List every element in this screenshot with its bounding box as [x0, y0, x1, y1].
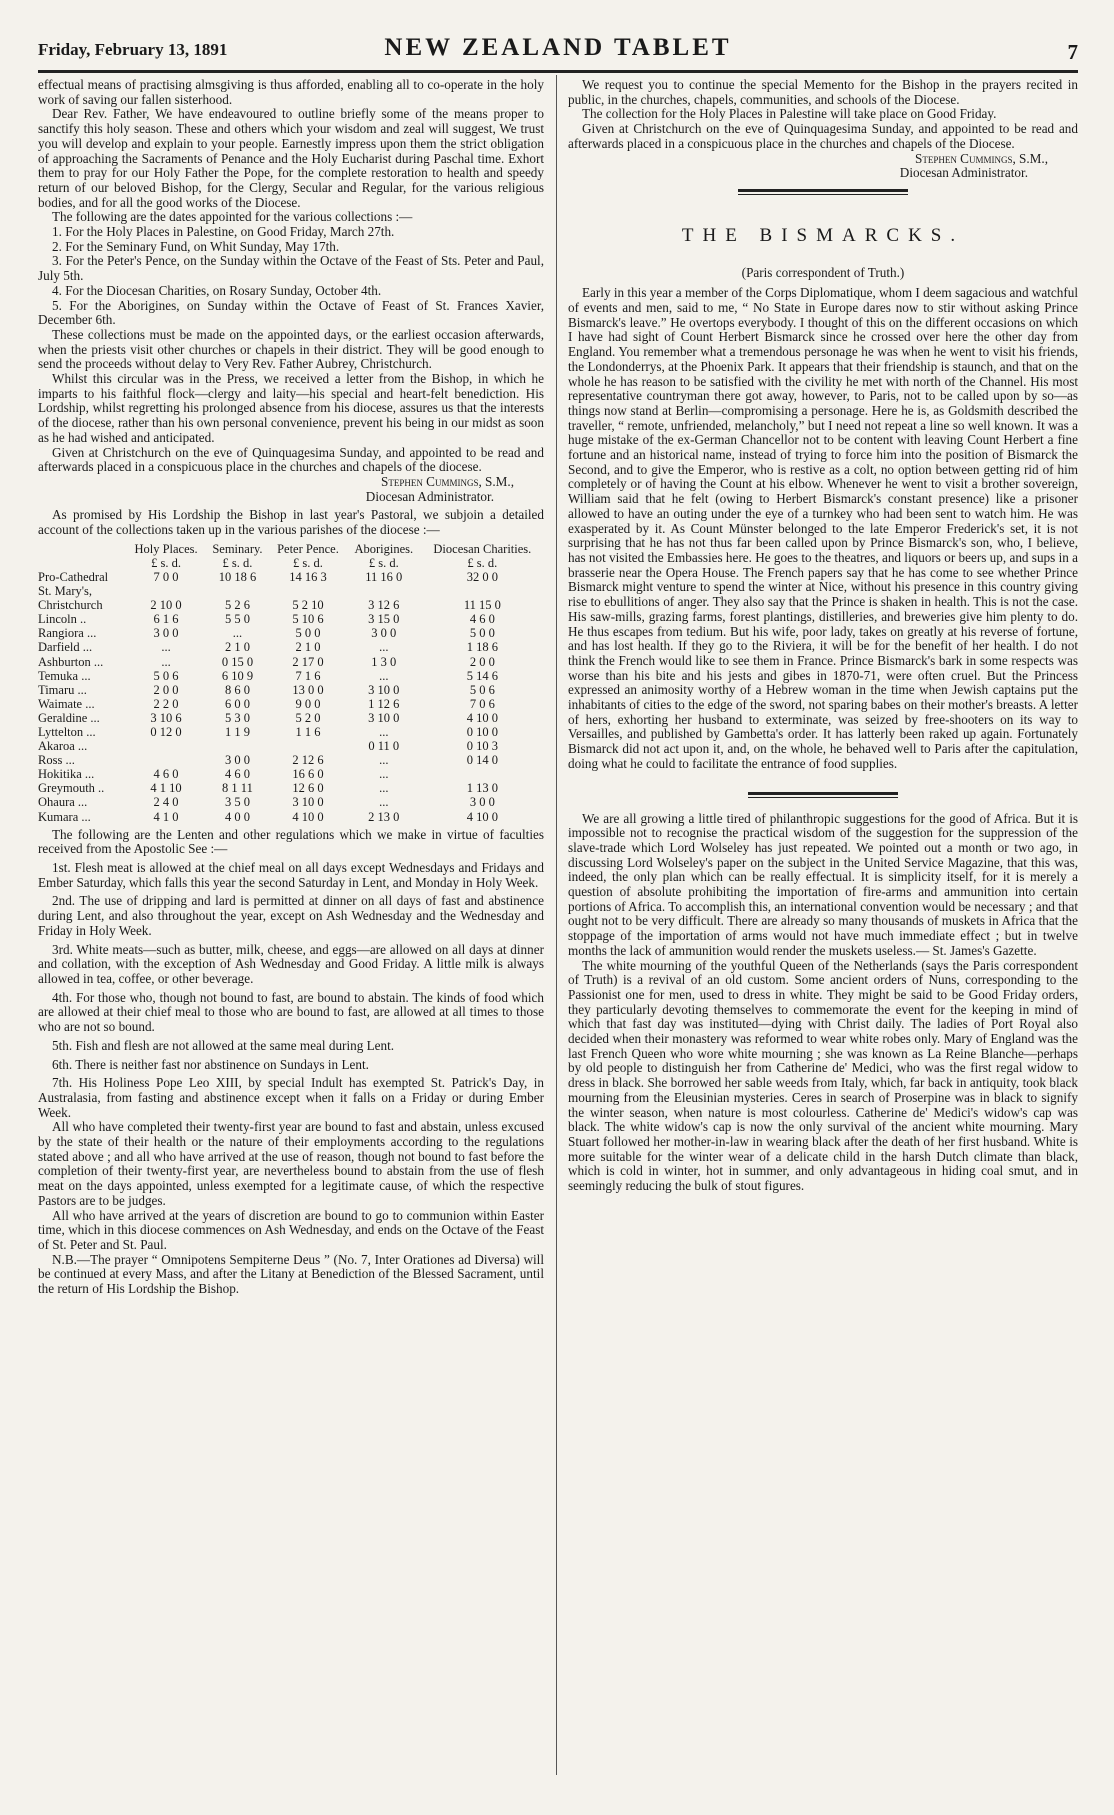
table-row	[38, 795, 544, 809]
parish-name: Darfield ...	[38, 640, 93, 655]
paragraph: Given at Christchurch on the eve of Quinquagesima Sunday, and appointed to be read and afterwards placed in a conspicuous place in the churches and chapels of the Diocese.	[568, 121, 1078, 151]
amount-cell: 13 0 0	[292, 682, 324, 697]
right-column	[568, 78, 1078, 1194]
amount-cell: 8 6 0	[224, 682, 250, 697]
paragraph: 2nd. The use of dripping and lard is permitted at dinner on all days of fast and abstinence during Lent, and also throughout the year, except on Ash Wednesday and the Wednesday and Friday in Holy Week.	[38, 893, 544, 938]
amount-cell	[126, 739, 206, 753]
paragraph: The following are the Lenten and other regulations which we make in virtue of faculties received from the Apostolic See :—	[38, 826, 544, 857]
amount-cell	[126, 753, 206, 767]
table-row	[38, 739, 544, 753]
parish-name: Rangiora ...	[38, 626, 97, 641]
paragraph: 5th. Fish and flesh are not allowed at the same meal during Lent.	[52, 1037, 395, 1053]
parish-name: Hokitika ...	[38, 767, 95, 782]
amount-cell: 3 5 0	[224, 795, 250, 810]
parish-name: Akaroa ...	[38, 739, 88, 754]
paragraph: Given at Christchurch on the eve of Quinquagesima Sunday, and appointed to be read and afterwards placed in a conspicuous place in the churches and chapels of the diocese.	[38, 444, 544, 475]
amount-cell: 0 11 0	[368, 739, 400, 754]
amount-cell: 4 6 0	[469, 612, 495, 627]
table-row	[38, 598, 544, 612]
amount-cell: 12 6 0	[292, 781, 324, 796]
parish-name: Waimate ...	[38, 696, 95, 711]
parish-name: Temuka ...	[38, 668, 91, 683]
amount-cell: 2 10 0	[150, 598, 182, 613]
table-units-row	[38, 556, 544, 570]
article-heading: THE BISMARCKS.	[681, 224, 965, 246]
parish-name: Lyttelton ...	[38, 725, 96, 740]
paragraph: 6th. There is neither fast nor abstinence on Sundays in Lent.	[52, 1056, 369, 1072]
amount-cell: 5 2 10	[292, 598, 324, 613]
paragraph: Whilst this circular was in the Press, we received a letter from the Bishop, in which he imparts to his faithful flock—clergy and laity—his special and heart-felt benediction. His Lordship, whilst regretting his prolonged absence from his diocese, assures us that the interests of the diocese, rather than his own personal convenience, prevent his being in our midst as soon as he had wished and anticipated.	[38, 371, 544, 445]
paragraph: N.B.—The prayer “ Omnipotens Sempiterne Deus ” (No. 7, Inter Orationes ad Diversa) will be continued at every Mass, and after the Litany at Benediction of the Blessed Sacrament, until the return of His Lordship the Bishop.	[38, 1251, 544, 1297]
paragraph: 5. For the Aborigines, on Sunday within the Octave of Feast of St. Frances Xavier, December 6th.	[38, 297, 544, 328]
amount-cell	[421, 584, 544, 598]
amount-cell: ...	[379, 767, 389, 782]
amount-cell: 4 6 0	[224, 767, 250, 782]
parish-name: Pro-Cathedral	[38, 569, 109, 584]
parish-name: Lincoln ..	[38, 612, 87, 627]
amount-cell: 5 5 0	[224, 612, 250, 627]
amount-cell: 3 10 6	[150, 710, 182, 725]
article-source: (Paris correspondent of Truth.)	[741, 264, 905, 280]
amount-cell: 4 6 0	[153, 767, 179, 782]
amount-cell: 4 1 0	[153, 809, 179, 824]
paragraph: 1. For the Holy Places in Palestine, on Good Friday, March 27th.	[52, 224, 395, 240]
amount-cell: 1 13 0	[466, 781, 498, 796]
amount-cell: 4 10 0	[292, 809, 324, 824]
table-unit: £ s. d.	[151, 555, 181, 570]
table-unit: £ s. d.	[222, 555, 253, 570]
table-row	[38, 767, 544, 781]
amount-cell: ...	[379, 725, 389, 740]
amount-cell: 1 12 6	[368, 696, 400, 711]
table-row	[38, 697, 544, 711]
amount-cell: ...	[379, 781, 389, 796]
amount-cell: ...	[379, 753, 389, 768]
table-unit	[38, 556, 126, 570]
table-header: Aborigines.	[354, 541, 414, 556]
issue-date: Friday, February 13, 1891	[38, 40, 228, 59]
table-row	[38, 570, 544, 584]
amount-cell: 2 12 6	[292, 753, 324, 768]
table-row	[38, 711, 544, 725]
amount-cell	[269, 584, 347, 598]
amount-cell: 4 1 10	[150, 781, 182, 796]
table-header: Diocesan Charities.	[433, 541, 532, 556]
paragraph: We are all growing a little tired of philanthropic suggestions for the good of Africa. But it is impossible not to recognise the practical wisdom of the suggestion for the suppression of the slave-trade which Lord Wolseley has just repeated. We pointed out a month or two ago, in discussing Lord Wolseley's paper on the subject in the United Service Magazine, that this was, indeed, the only plan which can be really effectual. It is simplicity itself, for it is merely a question of absolute prohibiting the importation of fire-arms and ammunition into certain portions of Africa. To accomplish this, an international convention would be necessary ; and that ought not to be very difficult. There are already so many thousands of muskets in Africa that the stoppage of the importation of arms would not have much immediate effect ; but in twelve months the lack of ammunition would render the muskets useless.— St. James's Gazette.	[568, 810, 1078, 958]
paragraph: All who have completed their twenty-first year are bound to fast and abstain, unless excused by the state of their health or the nature of their employments according to the regulations stated above ; and all who have arrived at the use of reason, though not bound to fast before the completion of their twenty-first year, are nevertheless bound to abstain from the use of flesh meat on the days appointed, unless exempted for a legitimate cause, of which the respective Pastors are to be judges.	[38, 1119, 544, 1208]
amount-cell: 1 18 6	[466, 640, 498, 655]
amount-cell: 2 1 0	[224, 640, 250, 655]
table-unit: £ s. d.	[467, 555, 498, 570]
amount-cell: 3 0 0	[224, 753, 250, 768]
paragraph: effectual means of practising almsgiving is thus afforded, enabling all to co-operate in the holy work of saving our fallen sisterhood.	[38, 77, 544, 107]
signature-name: Stephen Cummings, S.M.,	[915, 150, 1048, 166]
amount-cell	[421, 767, 544, 781]
amount-cell: 3 12 6	[368, 598, 400, 613]
paragraph: 2. For the Seminary Fund, on Whit Sunday, May 17th.	[52, 238, 340, 254]
table-row	[38, 640, 544, 654]
amount-cell: 3 10 0	[368, 710, 400, 725]
amount-cell: 4 10 0	[466, 809, 498, 824]
masthead-rule	[38, 70, 1078, 73]
amount-cell: 0 10 0	[466, 725, 498, 740]
table-row	[38, 810, 544, 824]
amount-cell: 2 13 0	[368, 809, 400, 824]
amount-cell: 9 0 0	[295, 696, 321, 711]
paragraph: 4. For the Diocesan Charities, on Rosary Sunday, October 4th.	[52, 282, 382, 298]
amount-cell: 1 3 0	[371, 654, 397, 669]
amount-cell	[206, 584, 269, 598]
parish-name: Timaru ...	[38, 682, 87, 697]
table-row	[38, 669, 544, 683]
amount-cell: 5 2 0	[295, 710, 321, 725]
amount-cell: 2 17 0	[292, 654, 324, 669]
parish-name: Ross ...	[38, 753, 75, 768]
amount-cell: 4 0 0	[224, 809, 250, 824]
amount-cell: ...	[379, 668, 389, 683]
table-header: Peter Pence.	[277, 541, 339, 556]
amount-cell: 5 0 0	[295, 626, 321, 641]
parish-name: Kumara ...	[38, 809, 91, 824]
table-header-row	[38, 542, 544, 556]
page-number: 7	[1067, 40, 1078, 64]
amount-cell: 11 16 0	[365, 569, 403, 584]
paragraph: As promised by His Lordship the Bishop in last year's Pastoral, we subjoin a detailed account of the collections taken up in the various parishes of the diocese :—	[38, 507, 544, 538]
amount-cell: 3 10 0	[292, 795, 324, 810]
table-unit: £ s. d.	[368, 555, 399, 570]
amount-cell: 14 16 3	[289, 569, 327, 584]
amount-cell: 0 14 0	[466, 753, 498, 768]
parish-name: Greymouth ..	[38, 781, 105, 796]
paragraph: 4th. For those who, though not bound to fast, are bound to abstain. The kinds of food which are allowed at their chief meal to those who are bound to fast, are allowed at all times to those who are not so bound.	[38, 989, 544, 1035]
paragraph: 1st. Flesh meat is allowed at the chief meal on all days except Wednesdays and Fridays and Ember Saturday, which falls this year the second Saturday in Lent, and Monday in Holy Week.	[38, 860, 544, 890]
table-row	[38, 781, 544, 795]
amount-cell: 5 3 0	[224, 710, 250, 725]
amount-cell: 2 2 0	[153, 696, 179, 711]
amount-cell: 5 10 6	[292, 612, 324, 627]
amount-cell: 3 0 0	[469, 795, 495, 810]
amount-cell: ...	[161, 654, 171, 669]
table-row	[38, 683, 544, 697]
amount-cell: 4 10 0	[466, 710, 498, 725]
amount-cell: 7 1 6	[295, 668, 321, 683]
paragraph: 3. For the Peter's Pence, on the Sunday within the Octave of the Feast of Sts. Peter and Paul, July 5th.	[38, 253, 544, 284]
section-divider	[748, 792, 898, 798]
parish-name: St. Mary's,	[38, 584, 92, 599]
paragraph: These collections must be made on the appointed days, or the earliest occasion afterwards, when the priests visit other churches or chapels in their district. They will be good enough to send the proceeds without delay to Very Rev. Father Aubrey, Christchurch.	[38, 326, 544, 372]
amount-cell: ...	[379, 795, 389, 810]
amount-cell: 11 15 0	[463, 598, 501, 613]
table-header: Seminary.	[212, 541, 263, 556]
amount-cell: ...	[232, 626, 243, 641]
amount-cell: 6 1 6	[153, 612, 179, 627]
amount-cell: 32 0 0	[466, 569, 498, 584]
amount-cell: 8 1 11	[222, 781, 253, 796]
paragraph: We request you to continue the special Memento for the Bishop in the prayers recited in public, in the churches, chapels, communities, and schools of the Diocese.	[568, 77, 1078, 107]
paragraph: The following are the dates appointed for the various collections :—	[52, 209, 413, 225]
amount-cell: 2 4 0	[153, 795, 179, 810]
amount-cell: 3 10 0	[368, 682, 400, 697]
paragraph: 7th. His Holiness Pope Leo XIII, by special Indult has exempted St. Patrick's Day, in Australasia, from fasting and abstinence except when it falls on a Friday or during Ember Week.	[38, 1075, 544, 1120]
parish-name: Christchurch	[38, 598, 103, 613]
table-unit: £ s. d.	[293, 555, 323, 570]
amount-cell: 0 10 3	[466, 739, 498, 754]
table-row	[38, 655, 544, 669]
parish-name: Geraldine ...	[38, 710, 100, 725]
amount-cell: ...	[161, 640, 171, 655]
amount-cell: 5 0 6	[153, 668, 179, 683]
amount-cell: 16 6 0	[292, 767, 324, 782]
amount-cell: 0 12 0	[150, 725, 182, 740]
paragraph: The white mourning of the youthful Queen of the Netherlands (says the Paris correspondent of Truth) is a revival of an old custom. Some ancient orders of Nuns, corresponding to the Passionist one for men, used to dress in white. They might be said to be Good Friday orders, they particularly devoting themselves to commemorate the event for the keeping in mind of which that fast day was instituted—dying with Christ daily. The ladies of Port Royal also decided when their monastery was reformed to wear white robes only. Mary of England was the last French Queen who wore white mourning ; she was known as La Reine Blanche—perhaps by old people to distinguish her from Catherine de' Medici, who was the first regal widow to dress in black. She borrowed her sable weeds from Italy, which, far back in antiquity, took black mourning from the Eleusinian mysteries. Ceres in search of Proserpine was in black to signify the winter season, when nature is most colourless. Catherine de' Medici's widow's cap was black. The white widow's cap is now the only survival of the ancient white mourning. Mary Stuart followed her mother-in-law in wearing black after the death of her first husband. White is more suitable for the winter wear of a delicate child in the harsh Dutch climate than black, which is cold in winter, hot in summer, and only advantageous in hiding coal smut, and in seemingly reducing the bulk of stout figures.	[568, 957, 1078, 1194]
amount-cell: 1 1 6	[295, 725, 321, 740]
amount-cell: 2 1 0	[295, 640, 321, 655]
amount-cell: 2 0 0	[469, 654, 495, 669]
collections-table	[38, 542, 544, 824]
amount-cell: 5 0 6	[469, 682, 495, 697]
paragraph: All who have arrived at the years of discretion are bound to go to communion within Easter time, which in this diocese commences on Ash Wednesday, and ends on the Octave of the Feast of St. Peter and St. Paul.	[38, 1207, 544, 1252]
signature-name: Stephen Cummings, S.M.,	[381, 473, 514, 489]
table-body	[38, 570, 544, 824]
amount-cell: 6 0 0	[224, 696, 250, 711]
amount-cell	[269, 739, 347, 753]
section-divider	[738, 189, 908, 195]
amount-cell: 2 0 0	[153, 682, 179, 697]
table-row	[38, 725, 544, 739]
amount-cell: 5 2 6	[224, 598, 250, 613]
amount-cell: 5 14 6	[466, 668, 498, 683]
masthead	[38, 34, 1078, 68]
column-divider	[556, 75, 557, 1775]
parish-name: Ashburton ...	[38, 654, 104, 669]
amount-cell	[347, 584, 421, 598]
table-header	[38, 542, 126, 556]
amount-cell: 7 0 0	[153, 569, 179, 584]
article-paragraph: Early in this year a member of the Corps Diplomatique, whom I deem sagacious and watchful of events and men, said to me, “ No State in Europe dares now to stir without asking Prince Bismarck's leave.” He overtops everybody. I thought of this on the different occasions on which I have had sight of Count Herbert Bismarck since he crossed over here the other day from England. You remember what a tremendous personage he was when he went to visit his friends, the Londonderrys, at the Phoenix Park. It appears that their friendship is staunch, and that on the whole he has reason to be satisfied with the civility he met with north of the Channel. His most representative countryman there got away, however, to Paris, not to be called upon by so—as things now stand at Berlin—compromising a personage. Here he is, as Goldsmith described the traveller, “ remote, unfriended, melancholy,” but I need not repeat a line so well known. It was a huge mistake of the ex-German Chancellor not to be content with leaving Count Herbert a fine fortune and an historical name, instead of trying to force him into the position of Bismarck the Second, and to give the Emperor, who is restive as a colt, no option between getting rid of him completely or of having the Count at his elbow. Whenever he went to visit a brother sovereign, William said that he felt (owing to Herbert Bismarck's constant presence) like a prisoner allowed to have an outing under the eye of a turnkey who had been sent to watch him. He was exasperated by it. As Count Münster belonged to the late Emperor Frederick's set, it is not surprising that he has not thus far been called upon by Prince Bismarck's son, who, I believe, has not visited the Embassies here. He goes to the theatres, and liquors or beers up, and sups in a brasserie near the Opera House. The French papers say that he has come to see whether Prince Bismarck might venture to spend the winter at Nice, without his presence in this country giving rise to ebullitions of anger. They also say that the Prince is shaken in health. This is not the case. His saw-mills, grazing farms, forest plantings, distilleries, and breweries give him plenty to do. He thus escapes from tedium. But his wife, poor lady, takes on greatly at his reverse of fortune, and has lost health. If they go to the Riviera, it will be for the benefit of her health. I do not think the French would like to see them in France. Prince Bismarck's bark in some respects was worse than his bite and his jests and gibes in 1870-71, were often cruel. But the Princess expressed an animosity worthy of a Hebrew woman in the time when Jewish captains put the inhabitants of cities to the edge of the sword, not sparing babes on their mother's breasts. A letter of hers, exhorting her husband to exterminate, was seized by free-shooters on its way to Versailles, and published by Gambetta's order. It has latterly been raked up again. Fortunately Bismarck did not act upon it, and, on the whole, he behaved well to Paris after the capitulation, doing what he could to facilitate the entrance of food supplies.	[568, 285, 1078, 771]
amount-cell: ...	[379, 640, 389, 655]
parish-name: Ohaura ...	[38, 795, 88, 810]
amount-cell: 7 0 6	[469, 696, 495, 711]
amount-cell	[126, 584, 206, 598]
table-row	[38, 612, 544, 626]
table-row	[38, 626, 544, 640]
left-column	[38, 78, 544, 1297]
amount-cell: 6 10 9	[221, 668, 254, 683]
newspaper-title: NEW ZEALAND TABLET	[384, 34, 732, 61]
signature-title: Diocesan Administrator.	[365, 488, 494, 504]
amount-cell: 0 15 0	[221, 654, 254, 669]
table-header: Holy Places.	[134, 541, 198, 556]
table-row	[38, 584, 544, 598]
amount-cell: 1 1 9	[224, 725, 250, 740]
table-row	[38, 753, 544, 767]
amount-cell: 3 15 0	[368, 612, 400, 627]
paragraph: Dear Rev. Father, We have endeavoured to outline briefly some of the means proper to sanctify this holy season. These and others which your wisdom and zeal will suggest, We trust you will develop and explain to your people. Earnestly impress upon them the strict obligation of approaching the Sacraments of Penance and the Holy Eucharist during Paschal time. Exhort them to pray for our Holy Father the Pope, for the complete restoration to health and speedy return of our beloved Bishop, for the Clergy, Secular and Regular, for the various religious bodies, and for all the good works of the Diocese.	[38, 106, 544, 210]
paragraph: The collection for the Holy Places in Palestine will take place on Good Friday.	[582, 106, 997, 122]
signature-title: Diocesan Administrator.	[899, 165, 1028, 181]
paragraph: 3rd. White meats—such as butter, milk, cheese, and eggs—are allowed on all days at dinner and collation, with the exception of Ash Wednesday and Good Friday. A little milk is always allowed in tea, coffee, or other beverage.	[38, 941, 544, 986]
amount-cell: 10 18 6	[218, 569, 257, 584]
amount-cell	[206, 739, 269, 753]
amount-cell: 3 0 0	[153, 626, 179, 641]
amount-cell: 5 0 0	[469, 626, 495, 641]
amount-cell: 3 0 0	[371, 626, 397, 641]
